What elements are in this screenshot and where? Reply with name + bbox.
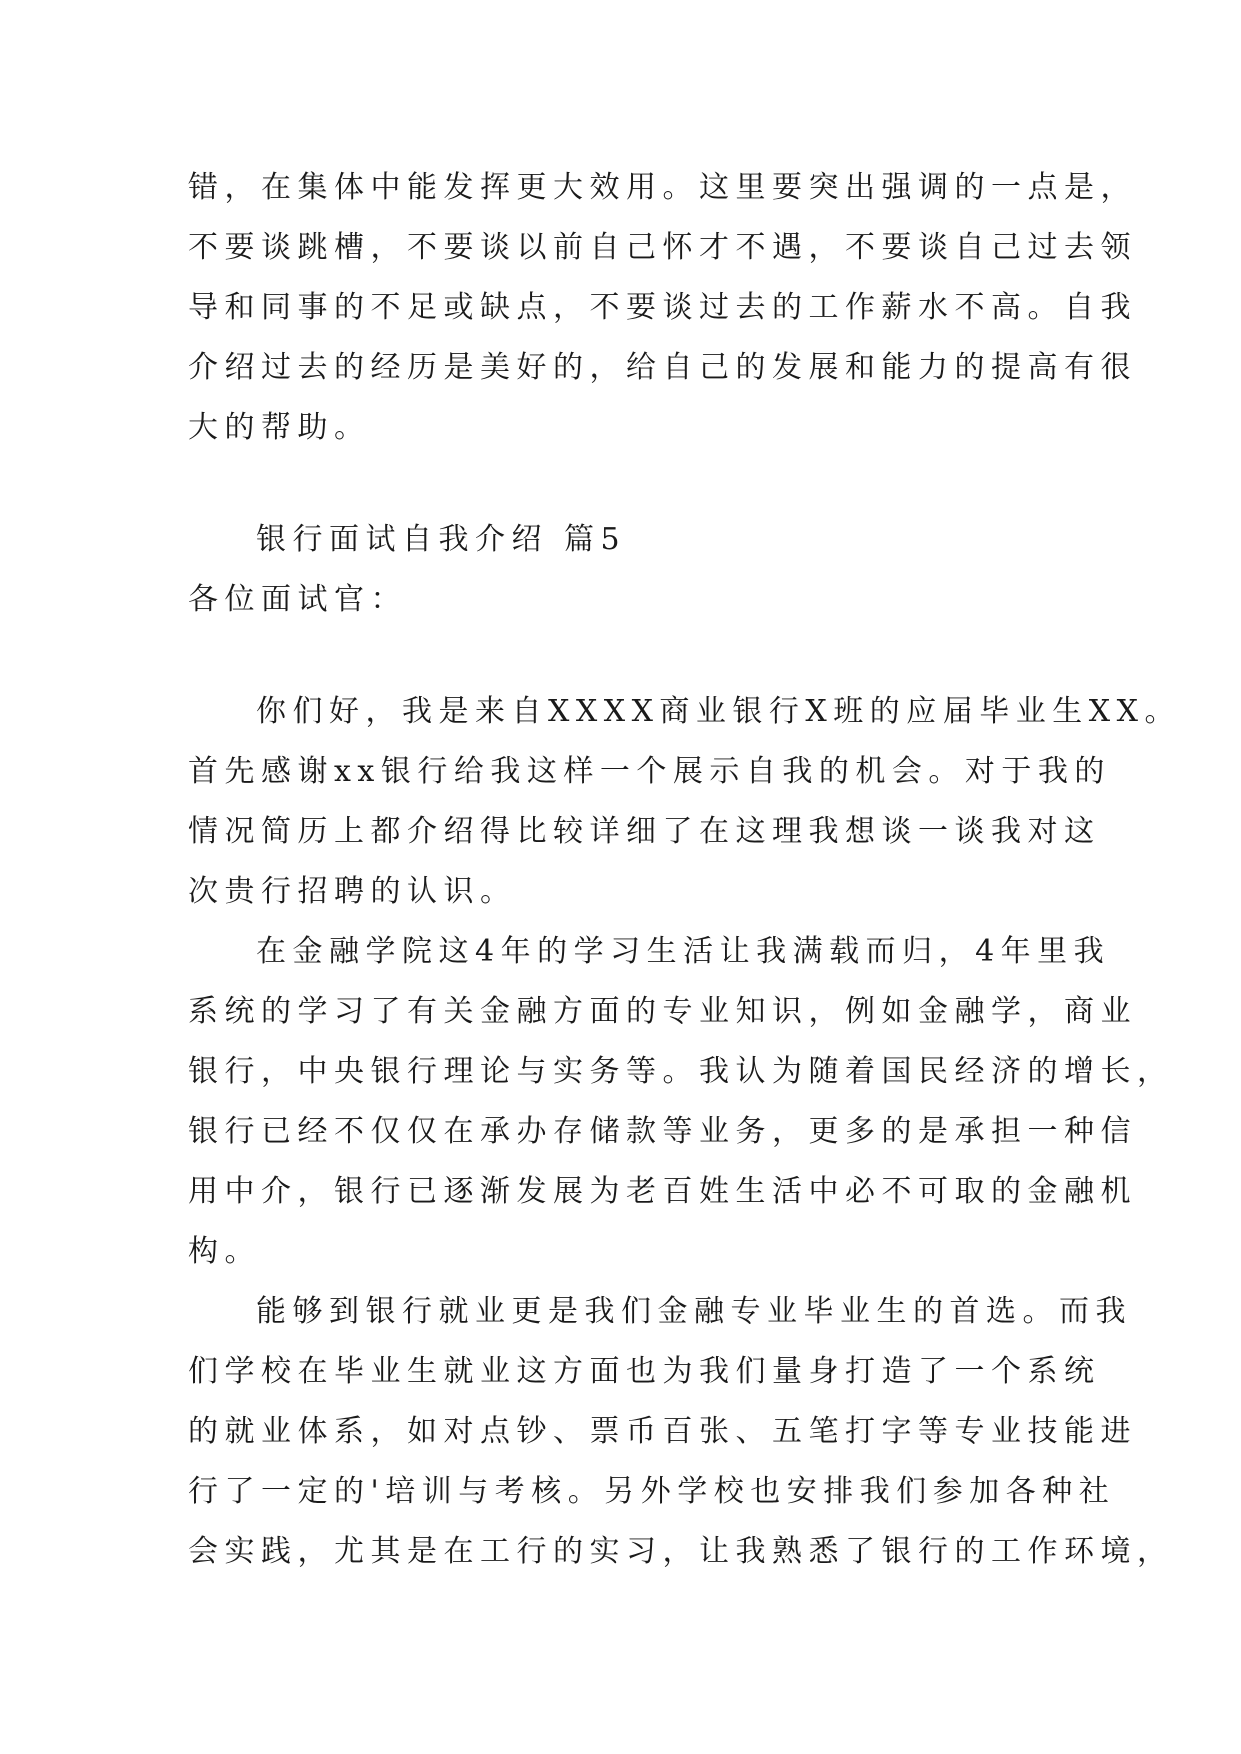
paragraph-line: 用中介，银行已逐渐发展为老百姓生活中必不可取的金融机 <box>188 1174 1137 1209</box>
section-heading: 银行面试自我介绍 篇5 <box>256 522 627 557</box>
paragraph-line: 能够到银行就业更是我们金融专业毕业生的首选。而我 <box>256 1294 1132 1329</box>
paragraph-line: 行了一定的'培训与考核。另外学校也安排我们参加各种社 <box>188 1474 1116 1509</box>
paragraph-line: 大的帮助。 <box>188 410 371 445</box>
paragraph-line: 介绍过去的经历是美好的，给自己的发展和能力的提高有很 <box>188 350 1137 385</box>
paragraph-line: 的就业体系，如对点钞、票币百张、五笔打字等专业技能进 <box>188 1414 1137 1449</box>
paragraph-line: 构。 <box>188 1234 261 1269</box>
paragraph-line: 次贵行招聘的认识。 <box>188 874 517 909</box>
paragraph-line: 在金融学院这4年的学习生活让我满载而归，4年里我 <box>256 934 1111 969</box>
paragraph-line: 们学校在毕业生就业这方面也为我们量身打造了一个系统 <box>188 1354 1101 1389</box>
paragraph-line: 你们好，我是来自XXXX商业银行X班的应届毕业生XX。 <box>256 694 1182 729</box>
paragraph-line: 银行，中央银行理论与实务等。我认为随着国民经济的增长， <box>188 1054 1174 1089</box>
paragraph-line: 不要谈跳槽，不要谈以前自己怀才不遇，不要谈自己过去领 <box>188 230 1137 265</box>
salutation: 各位面试官： <box>188 582 407 617</box>
paragraph-line: 导和同事的不足或缺点，不要谈过去的工作薪水不高。自我 <box>188 290 1137 325</box>
paragraph-line: 错，在集体中能发挥更大效用。这里要突出强调的一点是， <box>188 170 1137 205</box>
paragraph-line: 首先感谢xx银行给我这样一个展示自我的机会。对于我的 <box>188 754 1111 789</box>
paragraph-line: 情况简历上都介绍得比较详细了在这理我想谈一谈我对这 <box>188 814 1101 849</box>
paragraph-line: 系统的学习了有关金融方面的专业知识，例如金融学，商业 <box>188 994 1137 1029</box>
paragraph-line: 银行已经不仅仅在承办存储款等业务，更多的是承担一种信 <box>188 1114 1137 1149</box>
paragraph-line: 会实践，尤其是在工行的实习，让我熟悉了银行的工作环境， <box>188 1534 1174 1569</box>
